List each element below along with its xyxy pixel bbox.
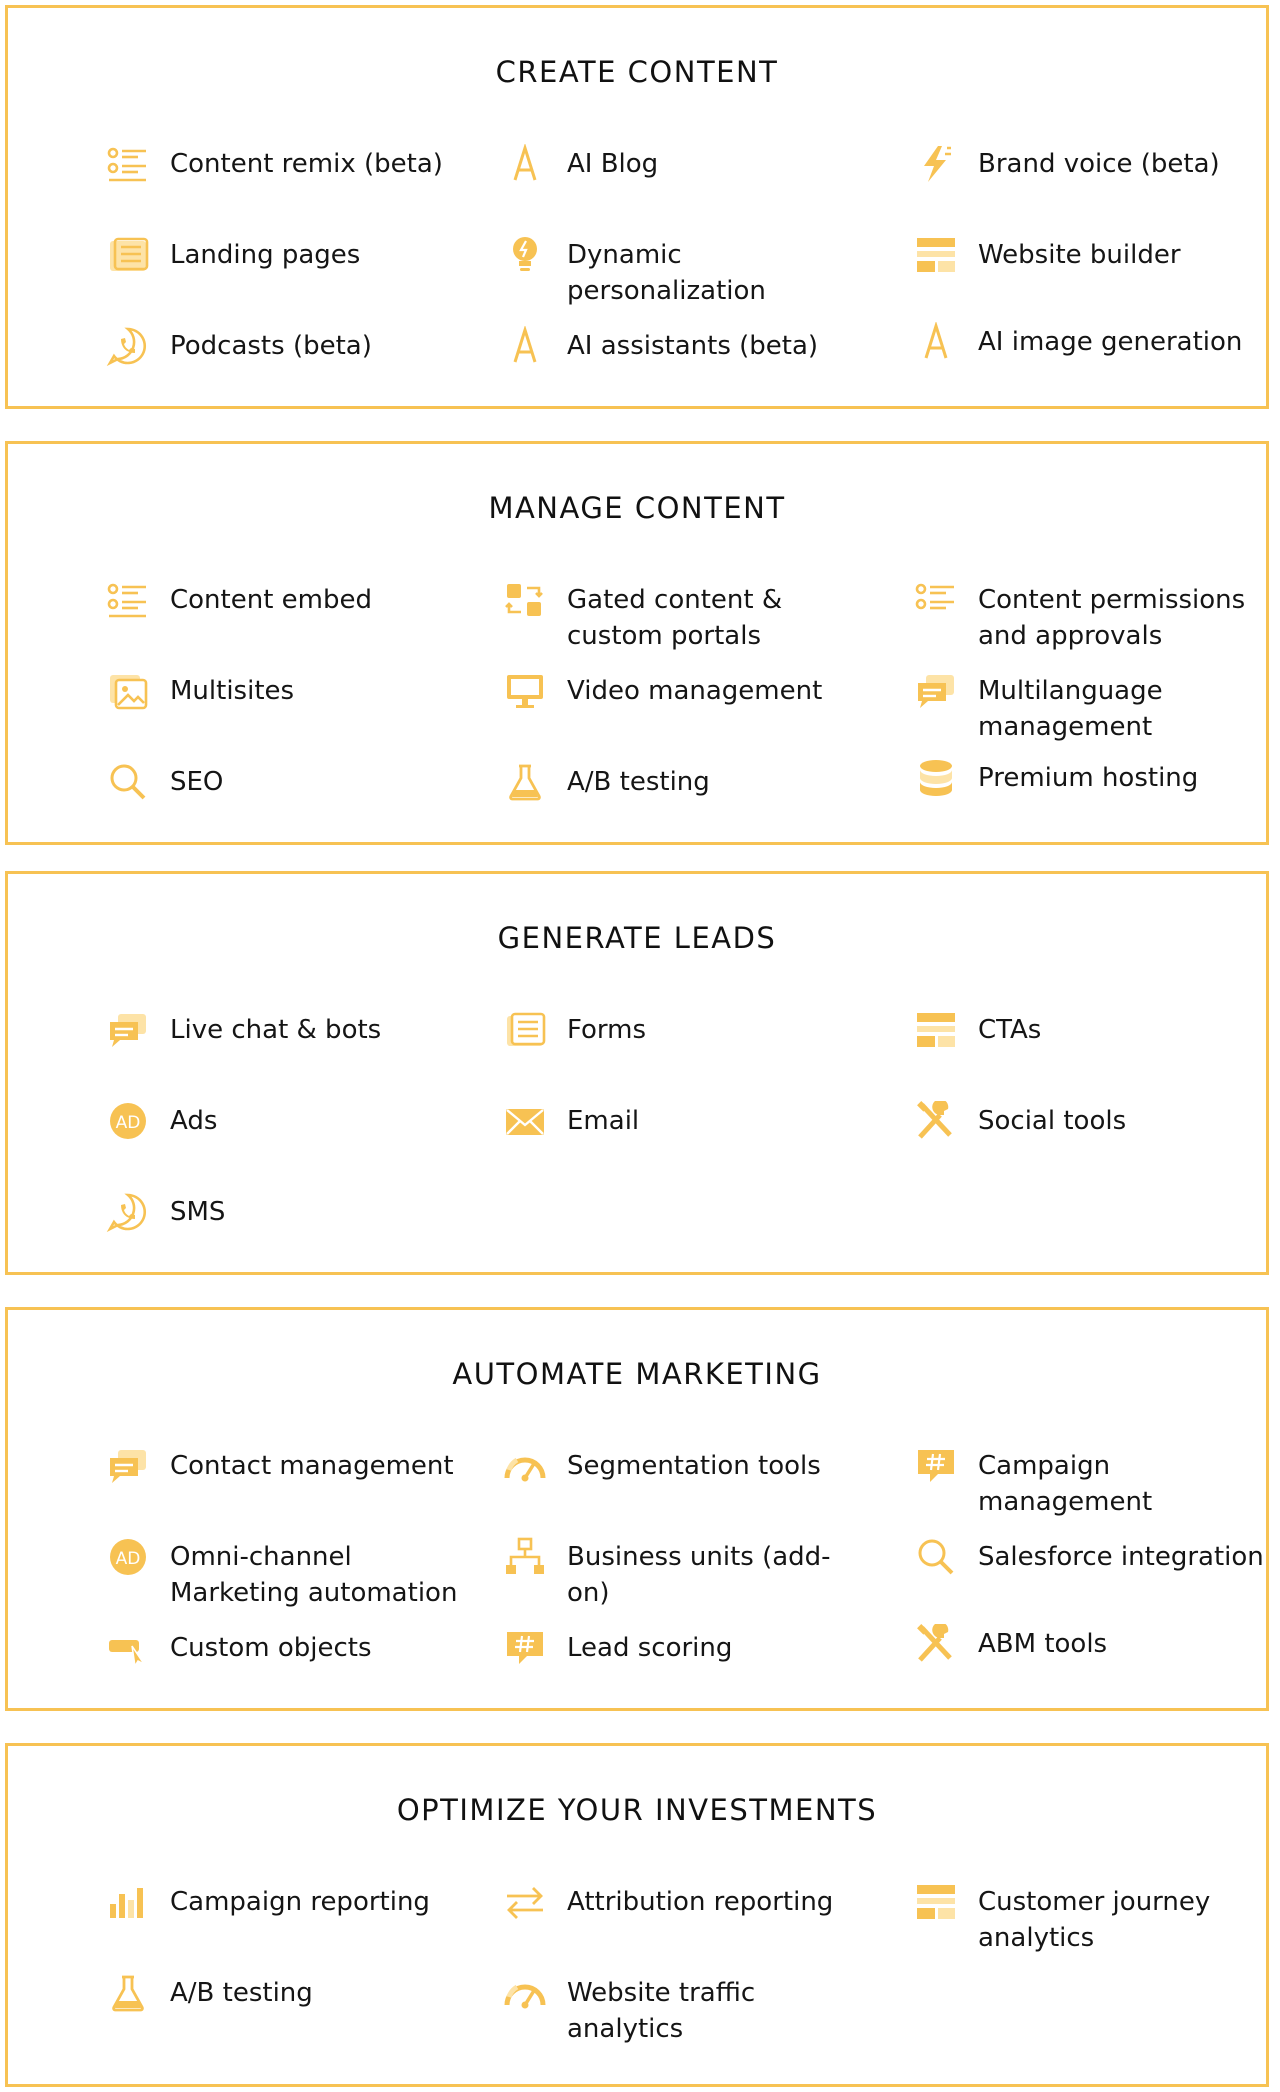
feature-label: Email <box>567 1106 640 1136</box>
feature-salesforce[interactable] <box>914 1537 1274 1577</box>
feature-label: Video management <box>567 676 823 706</box>
tools-icon <box>914 1101 962 1141</box>
phone-chat-icon <box>106 326 154 366</box>
cursor-click-icon <box>106 1628 154 1668</box>
feature-label: CTAs <box>978 1015 1042 1045</box>
feature-campaign-management[interactable] <box>914 1446 1274 1520</box>
svg-text:AD: AD <box>115 1113 141 1133</box>
feature-ai-blog[interactable] <box>503 144 863 184</box>
ai-letter-icon <box>503 326 551 366</box>
search-icon <box>914 1537 962 1577</box>
section-title: CREATE CONTENT <box>495 55 779 89</box>
feature-abm-tools[interactable] <box>914 1624 1274 1664</box>
feature-lead-scoring[interactable] <box>503 1628 863 1668</box>
feature-ab-testing-reporting[interactable] <box>106 1973 466 2013</box>
feature-label: Podcasts (beta) <box>170 331 372 361</box>
feature-campaign-reporting[interactable] <box>106 1882 466 1922</box>
feature-label: Custom objects <box>170 1633 372 1663</box>
feature-premium-hosting[interactable] <box>914 758 1274 798</box>
tools-icon <box>914 1624 962 1664</box>
feature-label: Multisites <box>170 676 295 706</box>
section-automate-marketing <box>5 1307 1269 1711</box>
feature-landing-pages[interactable] <box>106 235 466 275</box>
feature-label: Segmentation tools <box>567 1451 821 1481</box>
ad-badge-icon <box>106 1101 154 1141</box>
feature-label: Content embed <box>170 585 372 615</box>
feature-business-units[interactable] <box>503 1537 863 1611</box>
images-icon <box>106 671 154 711</box>
phone-chat-icon <box>106 1192 154 1232</box>
feature-label: Lead scoring <box>567 1633 733 1663</box>
section-title: MANAGE CONTENT <box>488 491 786 525</box>
feature-social-tools[interactable] <box>914 1101 1274 1141</box>
feature-content-embed[interactable] <box>106 580 466 620</box>
search-icon <box>106 762 154 802</box>
feature-label: Brand voice (beta) <box>978 149 1220 179</box>
bar-chart-icon <box>106 1882 154 1922</box>
feature-ab-testing[interactable] <box>503 762 863 802</box>
feature-label: Website traffic analytics <box>567 1978 756 2044</box>
database-icon <box>914 758 962 798</box>
feature-sms[interactable] <box>106 1192 466 1232</box>
flask-icon <box>503 762 551 802</box>
feature-segmentation-tools[interactable] <box>503 1446 863 1486</box>
arrows-icon <box>503 1882 551 1922</box>
feature-content-permissions[interactable] <box>914 580 1274 654</box>
feature-attribution-reporting[interactable] <box>503 1882 863 1922</box>
hashtag-icon <box>503 1628 551 1668</box>
feature-forms[interactable] <box>503 1010 863 1050</box>
layout-icon <box>914 1010 962 1050</box>
feature-ads[interactable] <box>106 1101 466 1141</box>
feature-label: AI Blog <box>567 149 659 179</box>
feature-label: A/B testing <box>170 1978 313 2008</box>
hashtag-icon <box>914 1446 962 1486</box>
feature-label: Premium hosting <box>978 763 1199 793</box>
layout-icon <box>914 1882 962 1922</box>
feature-label: Ads <box>170 1106 218 1136</box>
layout-icon <box>914 235 962 275</box>
feature-contact-management[interactable] <box>106 1446 466 1486</box>
feature-label: SEO <box>170 767 224 797</box>
feature-dynamic-personalization[interactable] <box>503 235 863 309</box>
lightbulb-icon <box>503 235 551 275</box>
gauge-icon <box>503 1973 551 2013</box>
feature-label: Website builder <box>978 240 1181 270</box>
feature-podcasts[interactable] <box>106 326 466 366</box>
feature-label: Social tools <box>978 1106 1127 1136</box>
lightning-icon <box>914 144 962 184</box>
feature-label: Live chat & bots <box>170 1015 382 1045</box>
section-generate-leads <box>5 871 1269 1275</box>
section-create-content <box>5 5 1269 409</box>
feature-label: AI image generation <box>978 327 1243 357</box>
feature-label: ABM tools <box>978 1629 1108 1659</box>
ad-badge-icon <box>106 1537 154 1577</box>
feature-seo[interactable] <box>106 762 466 802</box>
feature-brand-voice[interactable] <box>914 144 1274 184</box>
feature-label: Customer journey analytics <box>978 1887 1211 1953</box>
feature-label: Contact management <box>170 1451 454 1481</box>
monitor-icon <box>503 671 551 711</box>
feature-label: Landing pages <box>170 240 361 270</box>
feature-multisites[interactable] <box>106 671 466 711</box>
section-title: OPTIMIZE YOUR INVESTMENTS <box>396 1793 878 1827</box>
feature-label: Multilanguage management <box>978 676 1163 742</box>
newspaper-icon <box>503 1010 551 1050</box>
feature-omnichannel[interactable] <box>106 1537 486 1611</box>
feature-label: Salesforce integration <box>978 1542 1264 1572</box>
section-optimize-investments <box>5 1743 1269 2087</box>
sync-icon <box>503 580 551 620</box>
feature-content-remix[interactable] <box>106 144 466 184</box>
feature-label: Campaign reporting <box>170 1887 430 1917</box>
feature-email[interactable] <box>503 1101 863 1141</box>
section-manage-content <box>5 441 1269 845</box>
newspaper-icon <box>106 235 154 275</box>
ai-letter-icon <box>503 144 551 184</box>
envelope-icon <box>503 1101 551 1141</box>
hierarchy-icon <box>503 1537 551 1577</box>
feature-ctas[interactable] <box>914 1010 1274 1050</box>
flask-icon <box>106 1973 154 2013</box>
feature-gated-content[interactable] <box>503 580 863 654</box>
list-icon <box>106 144 154 184</box>
feature-label: Campaign management <box>978 1451 1153 1517</box>
feature-label: Attribution reporting <box>567 1887 834 1917</box>
feature-label: Content remix (beta) <box>170 149 443 179</box>
section-title: AUTOMATE MARKETING <box>452 1357 822 1391</box>
feature-live-chat[interactable] <box>106 1010 466 1050</box>
feature-multilanguage[interactable] <box>914 671 1274 745</box>
section-title: GENERATE LEADS <box>497 921 777 955</box>
feature-website-builder[interactable] <box>914 235 1274 275</box>
ai-letter-icon <box>914 322 962 362</box>
feature-label: SMS <box>170 1197 226 1227</box>
feature-video-management[interactable] <box>503 671 863 711</box>
chat-icon <box>914 671 962 711</box>
list-icon <box>106 580 154 620</box>
chat-icon <box>106 1010 154 1050</box>
feature-label: Content permissions and approvals <box>978 585 1246 651</box>
feature-website-traffic[interactable] <box>503 1973 863 2047</box>
feature-label: AI assistants (beta) <box>567 331 819 361</box>
list-icon <box>914 580 962 620</box>
chat-icon <box>106 1446 154 1486</box>
feature-label: Business units (add-on) <box>567 1542 831 1608</box>
feature-label: Omni-channel Marketing automation <box>170 1542 458 1608</box>
feature-label: Forms <box>567 1015 647 1045</box>
feature-label: Dynamic personalization <box>567 240 766 306</box>
svg-text:AD: AD <box>115 1549 141 1569</box>
feature-label: Gated content & custom portals <box>567 585 783 651</box>
gauge-icon <box>503 1446 551 1486</box>
feature-ai-assistants[interactable] <box>503 326 863 366</box>
feature-custom-objects[interactable] <box>106 1628 466 1668</box>
feature-customer-journey[interactable] <box>914 1882 1274 1956</box>
feature-label: A/B testing <box>567 767 710 797</box>
feature-ai-image-generation[interactable] <box>914 322 1280 362</box>
